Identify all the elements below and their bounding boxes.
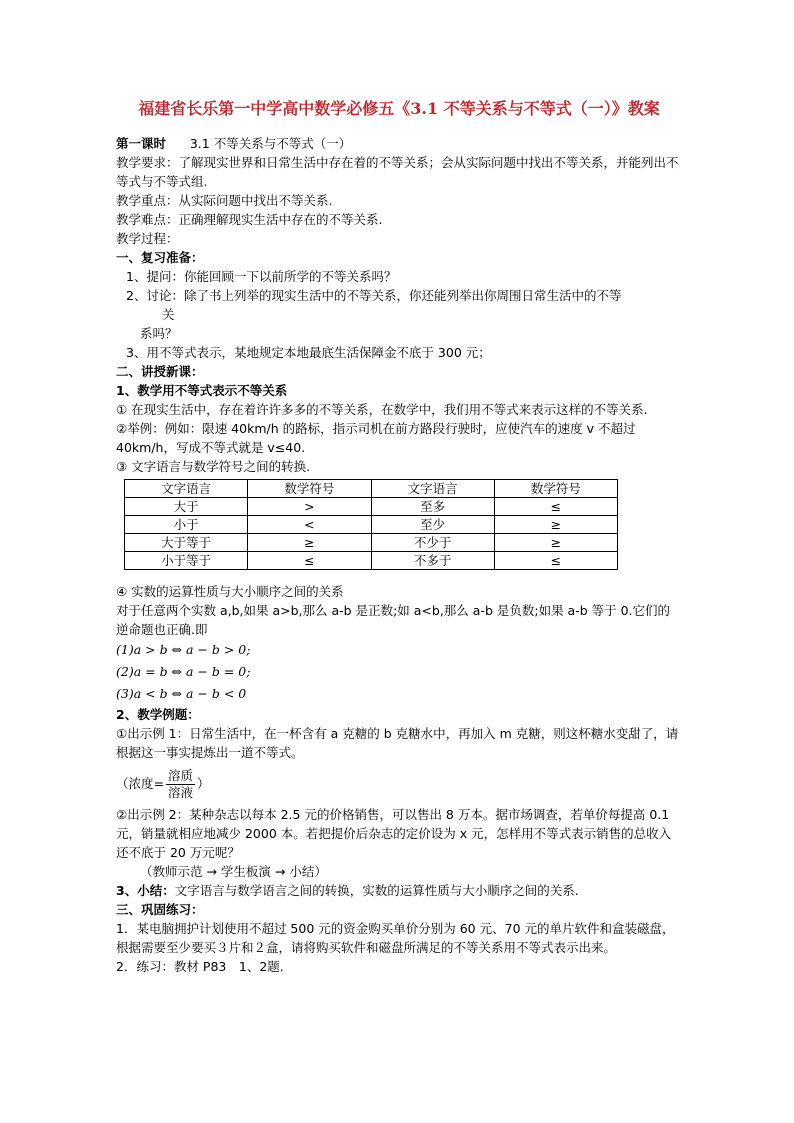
document-title: 福建省长乐第一中学高中数学必修五《3.1 不等关系与不等式（一）》教案	[138, 99, 660, 118]
requirements-text: 了解现实世界和日常生活中存在着的不等关系；会从实际问题中找出不等关系，并能列出不等式与不等式组.	[116, 155, 679, 189]
process-label: 教学过程：	[116, 231, 179, 246]
table-cell: 不少于	[371, 534, 494, 552]
table-cell: 至少	[371, 516, 494, 534]
table-cell: ≥	[248, 534, 371, 552]
sub1-paragraph-1: ① 在现实生活中，存在着许许多多的不等关系，在数学中，我们用不等式来表示这样的不等关系.	[116, 402, 648, 417]
formula-3: (3)a < b ⇔ a − b < 0	[116, 686, 247, 701]
sub1-paragraph-4: ④ 实数的运算性质与大小顺序之间的关系	[116, 584, 344, 599]
summary-heading: 3、小结：	[116, 883, 175, 898]
concentration-formula	[116, 768, 682, 801]
sub1-paragraph-2: ②举例：例如：限速 40km/h 的路标，指示司机在前方路段行驶时，应使汽车的速度 v 不超过 40km/h，写成不等式就是 v≤40.	[116, 421, 636, 455]
table-cell: ≤	[494, 552, 617, 570]
example-2: ②出示例 2：某种杂志以每本 2.5 元的价格销售，可以售出 8 万本。据市场调查，若单价每提高 0.1 元，销量就相应地减少 2000 本。若把提价后杂志的定价设为 x 元，怎样用不等式表示销售的总收入还不底于 20 万元呢？	[116, 807, 672, 860]
document-page	[116, 96, 682, 976]
sub2-heading: 2、教学例题：	[116, 707, 200, 722]
formula-1: (1)a > b ⇔ a − b > 0;	[116, 642, 251, 657]
table-header-cell: 数学符号	[494, 480, 617, 498]
difficulty-text: 正确理解现实生活中存在的不等关系.	[178, 212, 383, 227]
formula-2: (2)a = b ⇔ a − b = 0;	[116, 664, 251, 679]
table-header-row	[125, 480, 618, 498]
table-cell: ≤	[248, 552, 371, 570]
review-item-1: 1、提问：你能回顾一下以前所学的不等关系吗？	[126, 269, 397, 284]
key-point-label: 教学重点：	[116, 193, 179, 208]
table-header-cell: 文字语言	[371, 480, 494, 498]
section2-heading: 二、讲授新课：	[116, 364, 204, 379]
symbol-conversion-table	[124, 479, 618, 570]
concentration-prefix: （浓度=	[116, 776, 164, 791]
table-row	[125, 552, 618, 570]
exercise-2: 2．练习：教材 P83 1、2题.	[116, 959, 284, 974]
table-cell: 至多	[371, 498, 494, 516]
table-cell: ≤	[494, 498, 617, 516]
sub1-paragraph-5: 对于任意两个实数 a,b,如果 a>b,那么 a-b 是正数;如 a<b,那么 a-b 是负数;如果 a-b 等于 0.它们的逆命题也正确.即	[116, 603, 671, 637]
table-row	[125, 516, 618, 534]
difficulty-label: 教学难点：	[116, 212, 179, 227]
table-cell: 不多于	[371, 552, 494, 570]
table-cell: >	[248, 498, 371, 516]
review-item-3: 3、用不等式表示，某地规定本地最底生活保障金不底于 300 元；	[126, 345, 491, 360]
teaching-flow: （教师示范 → 学生板演 → 小结）	[140, 864, 327, 879]
fraction-denominator: 溶液	[167, 785, 193, 800]
sub1-heading: 1、教学用不等式表示不等关系	[116, 383, 288, 398]
review-item-2-wrap: 关	[162, 307, 175, 322]
summary-line	[116, 881, 682, 900]
table-cell: 小于等于	[125, 552, 248, 570]
table-cell: ≥	[494, 516, 617, 534]
concentration-fraction	[166, 768, 195, 801]
table-cell: 大于等于	[125, 534, 248, 552]
lesson-line	[116, 134, 682, 153]
key-point-text: 从实际问题中找出不等关系.	[178, 193, 333, 208]
sub1-paragraph-3: ③ 文字语言与数学符号之间的转换.	[116, 459, 311, 474]
review-item-2: 2、讨论：除了书上列举的现实生活中的不等关系，你还能列举出你周围日常生活中的不等	[126, 288, 622, 303]
key-point-line	[116, 191, 682, 210]
lesson-label: 第一课时	[116, 136, 167, 151]
table-row	[125, 534, 618, 552]
table-cell: 大于	[125, 498, 248, 516]
table-cell: ≥	[494, 534, 617, 552]
fraction-numerator: 溶质	[167, 768, 193, 783]
lesson-topic: 3.1 不等关系与不等式（一）	[189, 136, 352, 151]
exercise-1: 1．某电脑拥护计划使用不超过 500 元的资金购买单价分别为 60 元、70 元的单片软件和盒装磁盘，根据需要至少要买３片和２盒，请将购买软件和磁盘所满足的不等关系用不等式表示出来。	[116, 921, 675, 955]
table-cell: 小于	[125, 516, 248, 534]
summary-text: 文字语言与数学语言之间的转换，实数的运算性质与大小顺序之间的关系.	[174, 883, 579, 898]
table-header-cell: 数学符号	[248, 480, 371, 498]
review-item-2-end: 系吗？	[140, 326, 178, 341]
table-header-cell: 文字语言	[125, 480, 248, 498]
table-cell: <	[248, 516, 371, 534]
requirements-paragraph	[116, 153, 682, 191]
table-row	[125, 498, 618, 516]
requirements-label: 教学要求：	[116, 155, 179, 170]
difficulty-line	[116, 210, 682, 229]
concentration-suffix: ）	[197, 776, 210, 791]
section3-heading: 三、巩固练习：	[116, 902, 204, 917]
section1-heading: 一、复习准备：	[116, 250, 204, 265]
example-1: ①出示例 1：日常生活中，在一杯含有 a 克糖的 b 克糖水中，再加入 m 克糖，则这杯糖水变甜了，请根据这一事实提炼出一道不等式。	[116, 726, 679, 760]
